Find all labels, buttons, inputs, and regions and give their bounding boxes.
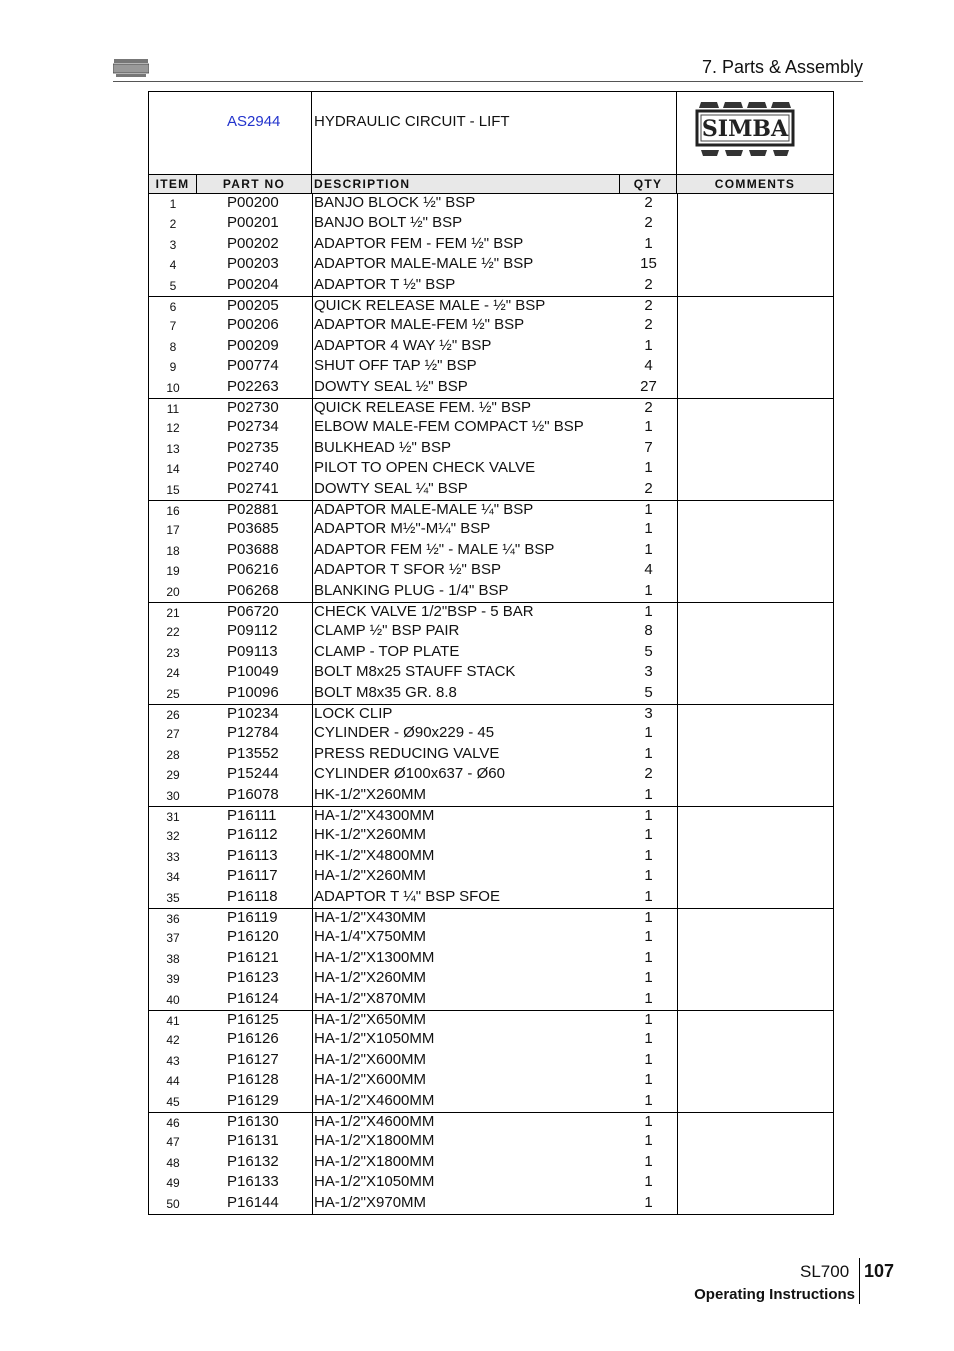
row-part-no: P16124 xyxy=(227,989,279,1007)
row-item: 21 xyxy=(166,606,180,620)
row-part-no: P16111 xyxy=(227,807,277,824)
row-part-no: P02734 xyxy=(227,418,279,436)
row-description: BOLT M8x25 STAUFF STACK xyxy=(314,663,516,681)
row-part-no: P09113 xyxy=(227,642,278,660)
row-item: 34 xyxy=(166,870,180,885)
table-row xyxy=(149,235,833,255)
table-row xyxy=(149,969,833,989)
row-description: HA-1/2"X1050MM xyxy=(314,1173,435,1191)
row-description: ADAPTOR T SFOR ½" BSP xyxy=(314,561,502,579)
row-description: HA-1/2"X1300MM xyxy=(314,948,435,966)
table-row xyxy=(149,643,833,663)
row-description: ADAPTOR MALE-MALE ½" BSP xyxy=(314,255,534,273)
row-qty: 5 xyxy=(644,683,653,701)
row-description: HA-1/2"X430MM xyxy=(314,909,427,926)
row-item: 10 xyxy=(166,380,180,395)
row-description: DOWTY SEAL ¼" BSP xyxy=(314,479,468,497)
row-item: 48 xyxy=(166,1155,180,1170)
row-item: 36 xyxy=(166,912,180,926)
row-part-no: P02881 xyxy=(227,501,279,518)
row-qty: 15 xyxy=(640,255,657,273)
row-description: ADAPTOR M½"-M¼" BSP xyxy=(314,520,491,538)
table-row xyxy=(149,745,833,765)
row-item: 1 xyxy=(169,197,177,211)
row-part-no: P00202 xyxy=(227,234,279,252)
row-part-no: P16112 xyxy=(227,826,278,844)
row-item: 5 xyxy=(169,278,177,293)
row-part-no: P06720 xyxy=(227,603,279,620)
row-part-no: P16119 xyxy=(227,909,278,926)
row-qty: 1 xyxy=(644,887,653,905)
row-item: 25 xyxy=(166,686,180,701)
row-item: 35 xyxy=(166,890,180,905)
table-row xyxy=(149,684,833,704)
row-item: 47 xyxy=(166,1135,180,1150)
row-qty: 1 xyxy=(644,826,653,844)
row-part-no: P12784 xyxy=(227,724,279,742)
row-item: 2 xyxy=(169,217,177,232)
row-qty: 1 xyxy=(644,540,653,558)
row-item: 40 xyxy=(166,992,180,1007)
row-part-no: P00209 xyxy=(227,336,279,354)
row-qty: 2 xyxy=(644,297,653,314)
table-row xyxy=(149,1010,833,1031)
row-item: 23 xyxy=(166,645,180,660)
table-row xyxy=(149,255,833,275)
row-description: HA-1/2"X260MM xyxy=(314,969,427,987)
row-description: HA-1/2"X260MM xyxy=(314,867,427,885)
row-item: 27 xyxy=(166,727,180,742)
row-description: BANJO BLOCK ½" BSP xyxy=(314,194,476,211)
row-item: 16 xyxy=(166,504,180,518)
table-row xyxy=(149,1194,833,1214)
row-part-no: P06268 xyxy=(227,581,279,599)
row-description: QUICK RELEASE FEM. ½" BSP xyxy=(314,399,532,416)
row-description: HK-1/2"X4800MM xyxy=(314,846,435,864)
row-description: QUICK RELEASE MALE - ½" BSP xyxy=(314,297,546,314)
table-header xyxy=(149,174,833,194)
row-qty: 1 xyxy=(644,1050,653,1068)
row-qty: 4 xyxy=(644,561,653,579)
row-description: HA-1/2"X970MM xyxy=(314,1193,427,1211)
row-item: 41 xyxy=(166,1014,180,1028)
row-item: 39 xyxy=(166,972,180,987)
row-part-no: P10049 xyxy=(227,663,279,681)
row-item: 12 xyxy=(166,421,180,436)
row-part-no: P16118 xyxy=(227,887,278,905)
table-row xyxy=(149,316,833,336)
row-item: 22 xyxy=(166,625,180,640)
model-name: SL700 xyxy=(800,1262,850,1281)
row-description: HK-1/2"X260MM xyxy=(314,826,427,844)
table-row xyxy=(149,1132,833,1152)
svg-text:SIMBA: SIMBA xyxy=(701,116,789,142)
row-qty: 1 xyxy=(644,909,653,926)
table-row xyxy=(149,1030,833,1050)
row-part-no: P13552 xyxy=(227,744,279,762)
table-row xyxy=(149,296,833,317)
section-title: 7. Parts & Assembly xyxy=(701,57,863,77)
table-row xyxy=(149,888,833,908)
row-qty: 2 xyxy=(644,275,653,293)
row-item: 20 xyxy=(166,584,180,599)
row-item: 49 xyxy=(166,1176,180,1191)
row-part-no: P16132 xyxy=(227,1152,279,1170)
row-item: 17 xyxy=(166,523,180,538)
row-description: HA-1/2"X4600MM xyxy=(314,1113,435,1130)
row-qty: 1 xyxy=(644,520,653,538)
simba-logo-icon xyxy=(113,58,149,78)
col-part-no: PART NO xyxy=(197,175,312,193)
row-part-no: P16113 xyxy=(227,846,278,864)
table-row xyxy=(149,418,833,438)
brand-logo-cell xyxy=(677,92,833,174)
table-row xyxy=(149,582,833,602)
row-description: HA-1/2"X1800MM xyxy=(314,1132,435,1150)
row-description: HA-1/2"X1050MM xyxy=(314,1030,435,1048)
table-row xyxy=(149,1173,833,1193)
row-part-no: P09112 xyxy=(227,622,278,640)
row-description: PILOT TO OPEN CHECK VALVE xyxy=(314,459,536,477)
row-item: 37 xyxy=(166,931,180,946)
table-row xyxy=(149,826,833,846)
row-description: CLAMP - TOP PLATE xyxy=(314,642,460,660)
row-qty: 1 xyxy=(644,581,653,599)
assembly-number-cell xyxy=(149,92,312,174)
footer-divider xyxy=(859,1258,860,1304)
row-part-no: P02741 xyxy=(227,479,279,497)
row-item: 18 xyxy=(166,543,180,558)
row-item: 19 xyxy=(166,564,180,579)
table-row xyxy=(149,724,833,744)
row-item: 24 xyxy=(166,666,180,681)
row-part-no: P16125 xyxy=(227,1011,279,1028)
table-row xyxy=(149,704,833,725)
row-part-no: P10234 xyxy=(227,705,279,722)
row-part-no: P16127 xyxy=(227,1050,279,1068)
row-qty: 2 xyxy=(644,316,653,334)
table-row xyxy=(149,276,833,296)
row-description: ADAPTOR FEM ½" - MALE ¼" BSP xyxy=(314,540,555,558)
table-row xyxy=(149,1112,833,1133)
page-number: 107 xyxy=(864,1261,895,1281)
row-item: 15 xyxy=(166,482,180,497)
row-qty: 1 xyxy=(644,785,653,803)
row-part-no: P03685 xyxy=(227,520,279,538)
table-row xyxy=(149,847,833,867)
row-qty: 2 xyxy=(644,194,653,211)
row-part-no: P00204 xyxy=(227,275,279,293)
table-row xyxy=(149,520,833,540)
table-row xyxy=(149,459,833,479)
assembly-number: AS2944 xyxy=(227,113,281,130)
row-qty: 1 xyxy=(644,724,653,742)
table-row xyxy=(149,337,833,357)
table-row xyxy=(149,765,833,785)
table-row xyxy=(149,990,833,1010)
row-part-no: P16126 xyxy=(227,1030,279,1048)
row-qty: 1 xyxy=(644,1173,653,1191)
row-item: 46 xyxy=(166,1116,180,1130)
table-row xyxy=(149,1071,833,1091)
row-part-no: P16131 xyxy=(227,1132,279,1150)
row-part-no: P00206 xyxy=(227,316,279,334)
table-row xyxy=(149,786,833,806)
table-row xyxy=(149,500,833,521)
row-item: 32 xyxy=(166,829,180,844)
row-item: 14 xyxy=(166,462,180,477)
row-part-no: P10096 xyxy=(227,683,279,701)
row-description: BOLT M8x35 GR. 8.8 xyxy=(314,683,457,701)
row-description: ADAPTOR T ½" BSP xyxy=(314,275,456,293)
row-qty: 1 xyxy=(644,989,653,1007)
col-description: DESCRIPTION xyxy=(312,175,620,193)
row-description: HA-1/2"X4600MM xyxy=(314,1091,435,1109)
table-row xyxy=(149,378,833,398)
row-item: 33 xyxy=(166,849,180,864)
row-qty: 1 xyxy=(644,501,653,518)
row-qty: 1 xyxy=(644,234,653,252)
row-description: CHECK VALVE 1/2"BSP - 5 BAR xyxy=(314,603,534,620)
col-comments: COMMENTS xyxy=(714,177,796,191)
row-qty: 1 xyxy=(644,1071,653,1089)
table-row xyxy=(149,1153,833,1173)
row-description: HA-1/2"X600MM xyxy=(314,1071,427,1089)
row-qty: 1 xyxy=(644,336,653,354)
row-part-no: P02735 xyxy=(227,438,279,456)
row-qty: 3 xyxy=(644,663,653,681)
col-qty: QTY xyxy=(620,175,677,193)
row-description: SHUT OFF TAP ½" BSP xyxy=(314,357,477,375)
row-part-no: P00200 xyxy=(227,194,279,211)
row-description: BANJO BOLT ½" BSP xyxy=(314,214,463,232)
table-row xyxy=(149,928,833,948)
row-item: 50 xyxy=(166,1196,180,1211)
row-part-no: P16117 xyxy=(227,867,278,885)
table-row xyxy=(149,541,833,561)
row-description: HA-1/2"X870MM xyxy=(314,989,427,1007)
row-qty: 1 xyxy=(644,846,653,864)
row-qty: 5 xyxy=(644,642,653,660)
row-part-no: P02730 xyxy=(227,399,279,416)
row-description: BLANKING PLUG - 1/4" BSP xyxy=(314,581,509,599)
row-description: ADAPTOR MALE-FEM ½" BSP xyxy=(314,316,525,334)
row-description: ADAPTOR T ¼" BSP SFOE xyxy=(314,887,500,905)
row-qty: 2 xyxy=(644,765,653,783)
row-item: 28 xyxy=(166,747,180,762)
row-item: 6 xyxy=(169,300,177,314)
row-description: ELBOW MALE-FEM COMPACT ½" BSP xyxy=(314,418,584,436)
table-row xyxy=(149,357,833,377)
row-part-no: P16129 xyxy=(227,1091,279,1109)
row-description: ADAPTOR MALE-MALE ¼" BSP xyxy=(314,501,534,518)
row-part-no: P16144 xyxy=(227,1193,279,1211)
table-row xyxy=(149,194,833,214)
row-qty: 1 xyxy=(644,867,653,885)
assembly-description: HYDRAULIC CIRCUIT - LIFT xyxy=(314,113,510,130)
row-part-no: P16130 xyxy=(227,1113,279,1130)
row-qty: 1 xyxy=(644,1030,653,1048)
row-part-no: P15244 xyxy=(227,765,279,783)
row-description: CYLINDER Ø100x637 - Ø60 xyxy=(314,765,505,783)
row-description: HA-1/2"X1800MM xyxy=(314,1152,435,1170)
row-item: 31 xyxy=(166,810,180,824)
row-qty: 1 xyxy=(644,1091,653,1109)
row-item: 43 xyxy=(166,1053,180,1068)
row-description: HA-1/2"X600MM xyxy=(314,1050,427,1068)
row-part-no: P00203 xyxy=(227,255,279,273)
row-item: 11 xyxy=(166,402,180,416)
row-description: PRESS REDUCING VALVE xyxy=(314,744,500,762)
row-item: 26 xyxy=(166,708,180,722)
row-part-no: P02740 xyxy=(227,459,279,477)
parts-table xyxy=(148,91,834,1215)
row-item: 4 xyxy=(169,258,177,273)
row-part-no: P16078 xyxy=(227,785,279,803)
row-qty: 1 xyxy=(644,807,653,824)
row-item: 44 xyxy=(166,1074,180,1089)
table-row xyxy=(149,561,833,581)
row-qty: 1 xyxy=(644,1193,653,1211)
assembly-description-cell xyxy=(312,92,677,174)
row-part-no: P16133 xyxy=(227,1173,279,1191)
row-qty: 2 xyxy=(644,399,653,416)
table-row xyxy=(149,867,833,887)
row-part-no: P00205 xyxy=(227,297,279,314)
row-part-no: P02263 xyxy=(227,377,279,395)
table-row xyxy=(149,1051,833,1071)
row-item: 9 xyxy=(169,360,177,375)
row-qty: 4 xyxy=(644,357,653,375)
col-item: ITEM xyxy=(149,175,197,193)
row-item: 29 xyxy=(166,768,180,783)
row-part-no: P00774 xyxy=(227,357,279,375)
row-description: CYLINDER - Ø90x229 - 45 xyxy=(314,724,495,742)
row-part-no: P16128 xyxy=(227,1071,279,1089)
row-item: 38 xyxy=(166,951,180,966)
row-qty: 1 xyxy=(644,603,653,620)
row-part-no: P00201 xyxy=(227,214,279,232)
row-item: 3 xyxy=(169,237,177,252)
row-part-no: P06216 xyxy=(227,561,279,579)
row-description: DOWTY SEAL ½" BSP xyxy=(314,377,468,395)
simba-brand-logo xyxy=(695,98,795,162)
row-description: HA-1/2"X4300MM xyxy=(314,807,435,824)
row-qty: 1 xyxy=(644,1113,653,1130)
document-subtitle: Operating Instructions xyxy=(694,1286,855,1303)
row-qty: 27 xyxy=(640,377,657,395)
row-description: CLAMP ½" BSP PAIR xyxy=(314,622,460,640)
row-item: 8 xyxy=(169,339,177,354)
table-row xyxy=(149,439,833,459)
table-row xyxy=(149,806,833,827)
table-row xyxy=(149,214,833,234)
header-divider xyxy=(113,81,863,82)
row-part-no: P16121 xyxy=(227,948,279,966)
row-description: HA-1/4"X750MM xyxy=(314,928,427,946)
row-description: LOCK CLIP xyxy=(314,705,393,722)
table-row xyxy=(149,949,833,969)
table-row xyxy=(149,663,833,683)
table-row xyxy=(149,622,833,642)
row-qty: 7 xyxy=(644,438,653,456)
row-qty: 8 xyxy=(644,622,653,640)
row-qty: 2 xyxy=(644,214,653,232)
row-item: 42 xyxy=(166,1033,180,1048)
row-qty: 2 xyxy=(644,479,653,497)
row-description: BULKHEAD ½" BSP xyxy=(314,438,452,456)
row-qty: 1 xyxy=(644,744,653,762)
row-qty: 1 xyxy=(644,1132,653,1150)
row-qty: 1 xyxy=(644,1152,653,1170)
row-part-no: P16120 xyxy=(227,928,279,946)
row-description: HK-1/2"X260MM xyxy=(314,785,427,803)
row-part-no: P03688 xyxy=(227,540,279,558)
row-qty: 1 xyxy=(644,928,653,946)
table-row xyxy=(149,1092,833,1112)
row-item: 13 xyxy=(166,441,180,456)
table-row xyxy=(149,602,833,623)
table-row xyxy=(149,398,833,419)
row-part-no: P16123 xyxy=(227,969,279,987)
row-description: HA-1/2"X650MM xyxy=(314,1011,427,1028)
row-item: 45 xyxy=(166,1094,180,1109)
row-qty: 3 xyxy=(644,705,653,722)
row-qty: 1 xyxy=(644,459,653,477)
row-qty: 1 xyxy=(644,1011,653,1028)
assembly-header xyxy=(149,92,833,174)
row-qty: 1 xyxy=(644,418,653,436)
row-description: ADAPTOR FEM - FEM ½" BSP xyxy=(314,234,524,252)
row-item: 7 xyxy=(169,319,177,334)
row-description: ADAPTOR 4 WAY ½" BSP xyxy=(314,336,492,354)
row-qty: 1 xyxy=(644,969,653,987)
row-item: 30 xyxy=(166,788,180,803)
row-qty: 1 xyxy=(644,948,653,966)
table-row xyxy=(149,908,833,929)
table-row xyxy=(149,480,833,500)
